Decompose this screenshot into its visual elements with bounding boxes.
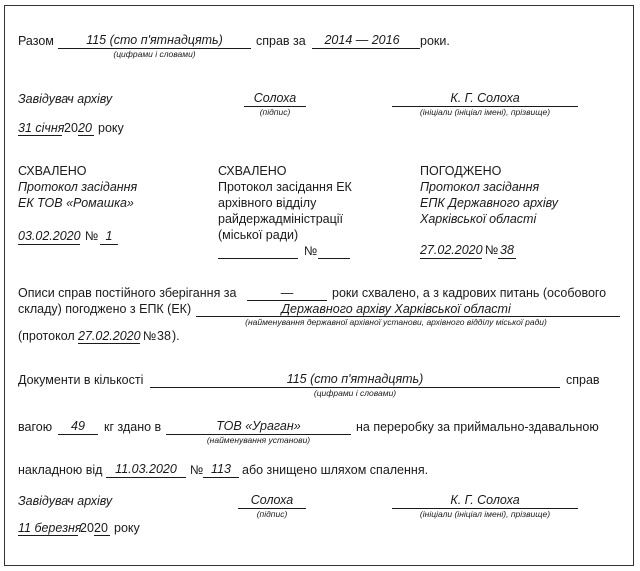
approval3-line2: ЕПК Державного архіву [420, 196, 559, 210]
documents-weight-label: вагою [18, 420, 53, 434]
approval3-date: 27.02.2020 [420, 243, 483, 257]
inventory-institution-caption: (найменування державної архівної установи, архівного відділу міської ради) [245, 317, 547, 327]
head2-name: К. Г. Солоха [450, 493, 520, 507]
inventory-text1a: Описи справ постійного зберігання за [18, 286, 237, 300]
inventory-text1b: роки схвалено, а з кадрових питань (особового [332, 286, 607, 300]
inventory-text3a: (протокол [18, 329, 75, 343]
documents-weight-text: кг здано в [104, 420, 162, 434]
inventory-years-dash: — [280, 286, 294, 300]
head1-date-year: 20 [78, 121, 92, 135]
documents-invoice-no-line [203, 477, 239, 478]
documents-weight: 49 [71, 419, 85, 433]
documents-count-caption: (цифрами і словами) [313, 388, 397, 398]
documents-invoice-end: або знищено шляхом спалення. [242, 463, 429, 477]
approval1-number-line [100, 244, 118, 245]
head1-signature: Солоха [253, 91, 297, 105]
documents-invoice-no: 113 [211, 462, 231, 476]
approval1-line1: Протокол засідання [18, 180, 138, 194]
head2-date-day: 11 березня [18, 521, 82, 535]
total-years-line [312, 48, 420, 49]
inventory-protocol-no: 38 [157, 329, 171, 343]
approval2-line3: райдержадміністрації [218, 212, 344, 226]
total-label: Разом [18, 34, 54, 48]
documents-count: 115 (сто п'ятнадцять) [286, 372, 424, 386]
head2-date-year-prefix: 20 [80, 521, 94, 535]
total-years: 2014 — 2016 [324, 33, 400, 47]
inventory-text3b: ). [172, 329, 180, 343]
total-count-caption: (цифрами і словами) [113, 49, 196, 59]
approval2-line4: (міської ради) [218, 228, 299, 242]
head2-date-suffix: року [114, 521, 140, 535]
documents-text-b: справ [566, 373, 600, 387]
head1-date-suffix: року [98, 121, 124, 135]
inventory-protocol-date: 27.02.2020 [78, 329, 141, 343]
approval3-number: 38 [500, 243, 514, 257]
head1-date-year-prefix: 20 [64, 121, 78, 135]
total-end-text: роки. [420, 34, 450, 48]
head1-date-day: 31 січня [18, 121, 65, 135]
documents-invoice-label: накладною від [18, 463, 103, 477]
documents-invoice-date: 11.03.2020 [115, 462, 177, 476]
approval1-date: 03.02.2020 [18, 229, 81, 243]
approval3-line1: Протокол засідання [420, 180, 540, 194]
inventory-institution: Державного архіву Харківської області [281, 302, 511, 316]
documents-weight-line [58, 434, 98, 435]
approval1-line2: ЕК ТОВ «Ромашка» [18, 196, 134, 210]
approval3-no-label: № [485, 243, 499, 257]
approval2-line1: Протокол засідання ЕК [218, 180, 352, 194]
documents-no-label: № [190, 463, 204, 477]
total-mid-text: справ за [256, 34, 306, 48]
approval2-number-line [318, 258, 350, 259]
head2-signature: Солоха [250, 493, 294, 507]
documents-company: ТОВ «Ураган» [216, 419, 301, 433]
documents-invoice-date-line [106, 477, 186, 478]
inventory-no-label: № [143, 329, 157, 343]
approval3-title: ПОГОДЖЕНО [420, 164, 502, 178]
approval2-no-label: № [304, 244, 318, 258]
head2-position: Завідувач архіву [18, 494, 113, 508]
approval1-no-label: № [85, 229, 99, 243]
head2-name-caption: (ініціали (ініціал імені), прізвище) [419, 509, 551, 519]
approval2-date-line [218, 258, 298, 259]
documents-company-caption: (найменування установи) [206, 435, 311, 445]
approval1-number: 1 [105, 229, 113, 243]
head2-signature-caption: (підпис) [256, 509, 288, 519]
head2-date-year: 20 [94, 521, 108, 535]
head1-position: Завідувач архіву [18, 92, 113, 106]
head1-name-caption: (ініціали (ініціал імені), прізвище) [419, 107, 551, 117]
approval3-number-line [498, 258, 516, 259]
approval1-title: СХВАЛЕНО [18, 164, 87, 178]
approval2-line2: архівного відділу [218, 196, 317, 210]
approval3-date-line [420, 258, 482, 259]
inventory-text2a: складу) погоджено з ЕПК (ЕК) [18, 302, 192, 316]
documents-recycle-text: на переробку за приймально-здавальною [356, 420, 599, 434]
total-count: 115 (сто п'ятнадцять) [86, 33, 223, 47]
approval2-title: СХВАЛЕНО [218, 164, 287, 178]
documents-text-a: Документи в кількості [18, 373, 144, 387]
head1-signature-caption: (підпис) [259, 107, 291, 117]
approval3-line3: Харківської області [420, 212, 537, 226]
approval1-date-line [18, 244, 80, 245]
head1-name: К. Г. Солоха [450, 91, 520, 105]
